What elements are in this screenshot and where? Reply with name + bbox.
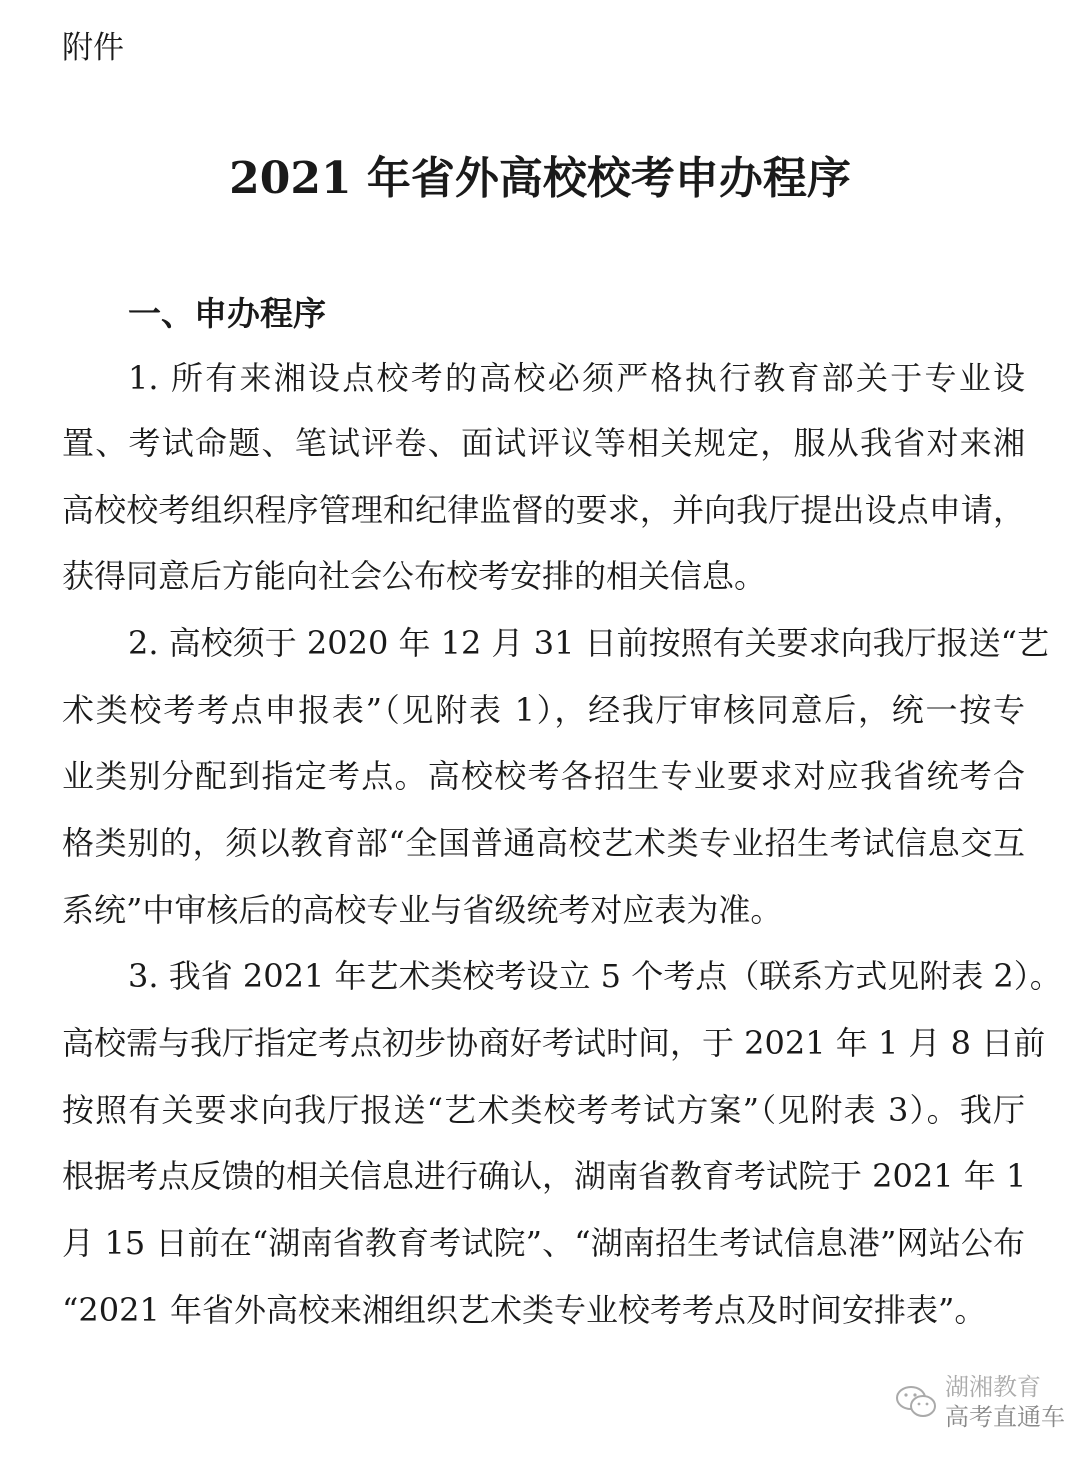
paragraph-3-line: 月 15 日前在“湖南省教育考试院”、“湖南招生考试信息港”网站公布 [62, 1224, 1025, 1262]
watermark-line2: 高考直通车 [945, 1403, 1065, 1431]
paragraph-2-line: 系统”中审核后的高校专业与省级统考对应表为准。 [62, 891, 783, 929]
paragraph-2-line: 术类校考考点申报表”（见附表 1），经我厅审核同意后，统一按专 [62, 691, 1025, 729]
paragraph-2-line: 业类别分配到指定考点。高校校考各招生专业要求对应我省统考合 [62, 757, 1025, 795]
paragraph-1-line: 1. 所有来湘设点校考的高校必须严格执行教育部关于专业设 [128, 359, 1025, 397]
watermark-line1: 湖湘教育 [945, 1373, 1041, 1401]
paragraph-2-line: 格类别的，须以教育部“全国普通高校艺术类专业招生考试信息交互 [62, 824, 1025, 862]
paragraph-3-line: “2021 年省外高校来湘组织艺术类专业校考考点及时间安排表”。 [62, 1291, 987, 1329]
paragraph-1-line: 置、考试命题、笔试评卷、面试评议等相关规定，服从我省对来湘 [62, 424, 1025, 462]
paragraph-1-line: 高校校考组织程序管理和纪律监督的要求，并向我厅提出设点申请， [62, 491, 1025, 529]
paragraph-2-line: 2. 高校须于 2020 年 12 月 31 日前按照有关要求向我厅报送“艺 [128, 624, 1049, 662]
paragraph-3-line: 按照有关要求向我厅报送“艺术类校考考试方案”（见附表 3）。我厅 [62, 1091, 1025, 1129]
attachment-label: 附件 [62, 30, 124, 66]
paragraph-3-line: 3. 我省 2021 年艺术类校考设立 5 个考点（联系方式见附表 2）。 [128, 957, 1062, 995]
wechat-icon [895, 1385, 939, 1419]
paragraph-1-line: 获得同意后方能向社会公布校考安排的相关信息。 [62, 557, 767, 595]
paragraph-3-line: 高校需与我厅指定考点初步协商好考试时间，于 2021 年 1 月 8 日前 [62, 1024, 1046, 1062]
section-heading: 一、申办程序 [128, 294, 326, 333]
paragraph-3-line: 根据考点反馈的相关信息进行确认，湖南省教育考试院于 2021 年 1 [62, 1157, 1027, 1195]
watermark [895, 1372, 1065, 1432]
document-title: 2021 年省外高校校考申办程序 [229, 153, 851, 204]
